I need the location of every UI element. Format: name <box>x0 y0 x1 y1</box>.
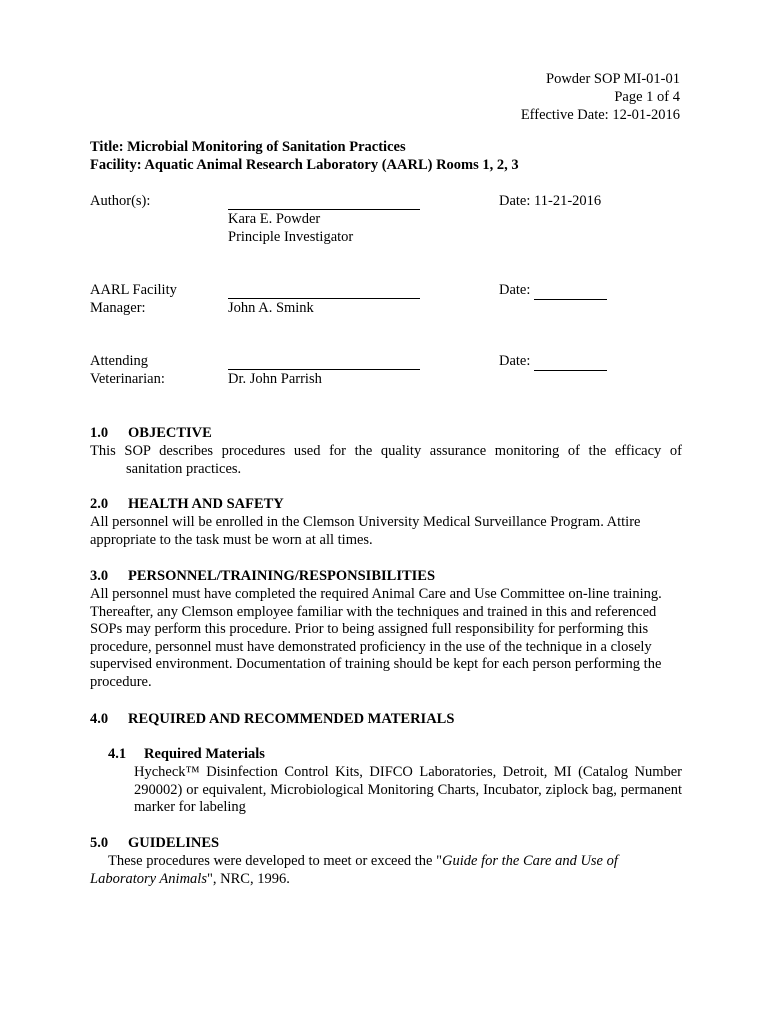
section-guidelines <box>90 835 682 888</box>
manager-label <box>90 282 220 317</box>
vet-date-label: Date: <box>499 353 531 369</box>
effective-date: Effective Date: 12-01-2016 <box>520 107 680 123</box>
facility: Facility: Aquatic Animal Research Laboratory (AARL) Rooms 1, 2, 3 <box>90 157 519 173</box>
section-heading <box>90 835 682 853</box>
section-heading <box>90 568 682 586</box>
section-number: 3.0 <box>90 568 109 584</box>
manager-names <box>228 300 314 318</box>
vet-names <box>228 371 322 389</box>
authors-label: Author(s): <box>90 193 151 209</box>
section-body <box>90 853 682 888</box>
manager-label-line2: Manager: <box>90 299 146 316</box>
section-personnel <box>90 568 682 691</box>
section-number: 1.0 <box>90 425 109 441</box>
signature-line <box>228 209 420 210</box>
section-body: All personnel must have completed the required Animal Care and Use Committee on-line training. Thereafter, any Clemson employee familiar with the techniques and trained in this and referenced SOPs may perform this procedure. Prior to being assigned full responsibility for performing this procedure, personnel must have demonstrated proficiency in the use of the technique in a closely supervised environment. Documentation of training should be kept for each person performing the procedure. <box>90 586 662 690</box>
section-materials <box>90 711 682 817</box>
guidelines-text-end: ", NRC, 1996. <box>206 870 290 887</box>
doc-id: Powder SOP MI-01-01 <box>546 71 680 87</box>
section-number: 5.0 <box>90 835 109 851</box>
vet-name: Dr. John Parrish <box>228 371 322 387</box>
vet-label <box>90 353 220 388</box>
section-title: GUIDELINES <box>128 835 220 851</box>
section-objective <box>90 425 682 478</box>
manager-date <box>499 282 607 300</box>
vet-label-line1: Attending <box>90 353 148 369</box>
author-name: Kara E. Powder <box>228 211 321 227</box>
section-heading <box>90 425 682 443</box>
objective-line2: sanitation practices. <box>126 460 242 477</box>
date-blank <box>534 356 607 371</box>
section-health-safety <box>90 496 682 549</box>
section-heading <box>90 711 682 729</box>
signature-line <box>228 298 420 299</box>
section-heading <box>90 496 682 514</box>
objective-line1: This SOP describes procedures used for the quality assurance monitoring of the efficacy of <box>90 443 682 459</box>
title-block <box>90 139 519 175</box>
page-header <box>440 71 680 125</box>
manager-date-label: Date: <box>499 282 531 298</box>
manager-label-line1: AARL Facility <box>90 282 177 298</box>
guide-citation: Guide for the Care and Use of Laboratory Animals <box>90 853 618 887</box>
section-body: All personnel will be enrolled in the Clemson University Medical Surveillance Program. Attire appropriate to the task must be worn at all times. <box>90 514 641 548</box>
subsection-title: Required Materials <box>144 746 265 762</box>
section-title: PERSONNEL/TRAINING/RESPONSIBILITIES <box>128 568 436 584</box>
section-title: OBJECTIVE <box>128 425 212 441</box>
authors-date: Date: 11-21-2016 <box>499 193 602 209</box>
doc-title: Title: Microbial Monitoring of Sanitation Practices <box>90 139 406 155</box>
subsection-heading <box>108 746 682 764</box>
subsection-body: Hycheck™ Disinfection Control Kits, DIFCO Laboratories, Detroit, MI (Catalog Number 290002) or equivalent, Microbiological Monitoring Charts, Incubator, ziplock bag, permanent marker for labeling <box>134 764 682 815</box>
section-number: 4.0 <box>90 711 109 727</box>
subsection-number: 4.1 <box>108 746 127 762</box>
vet-label-line2: Veterinarian: <box>90 370 165 387</box>
guidelines-text: These procedures were developed to meet or exceed the " <box>108 853 443 869</box>
section-title: REQUIRED AND RECOMMENDED MATERIALS <box>128 711 455 727</box>
section-number: 2.0 <box>90 496 109 512</box>
vet-date <box>499 353 607 371</box>
date-blank <box>534 285 607 300</box>
manager-name: John A. Smink <box>228 300 314 316</box>
author-role: Principle Investigator <box>228 228 354 245</box>
signature-line <box>228 369 420 370</box>
authors-names <box>228 211 353 246</box>
page-number: Page 1 of 4 <box>614 89 680 105</box>
section-title: HEALTH AND SAFETY <box>128 496 284 512</box>
